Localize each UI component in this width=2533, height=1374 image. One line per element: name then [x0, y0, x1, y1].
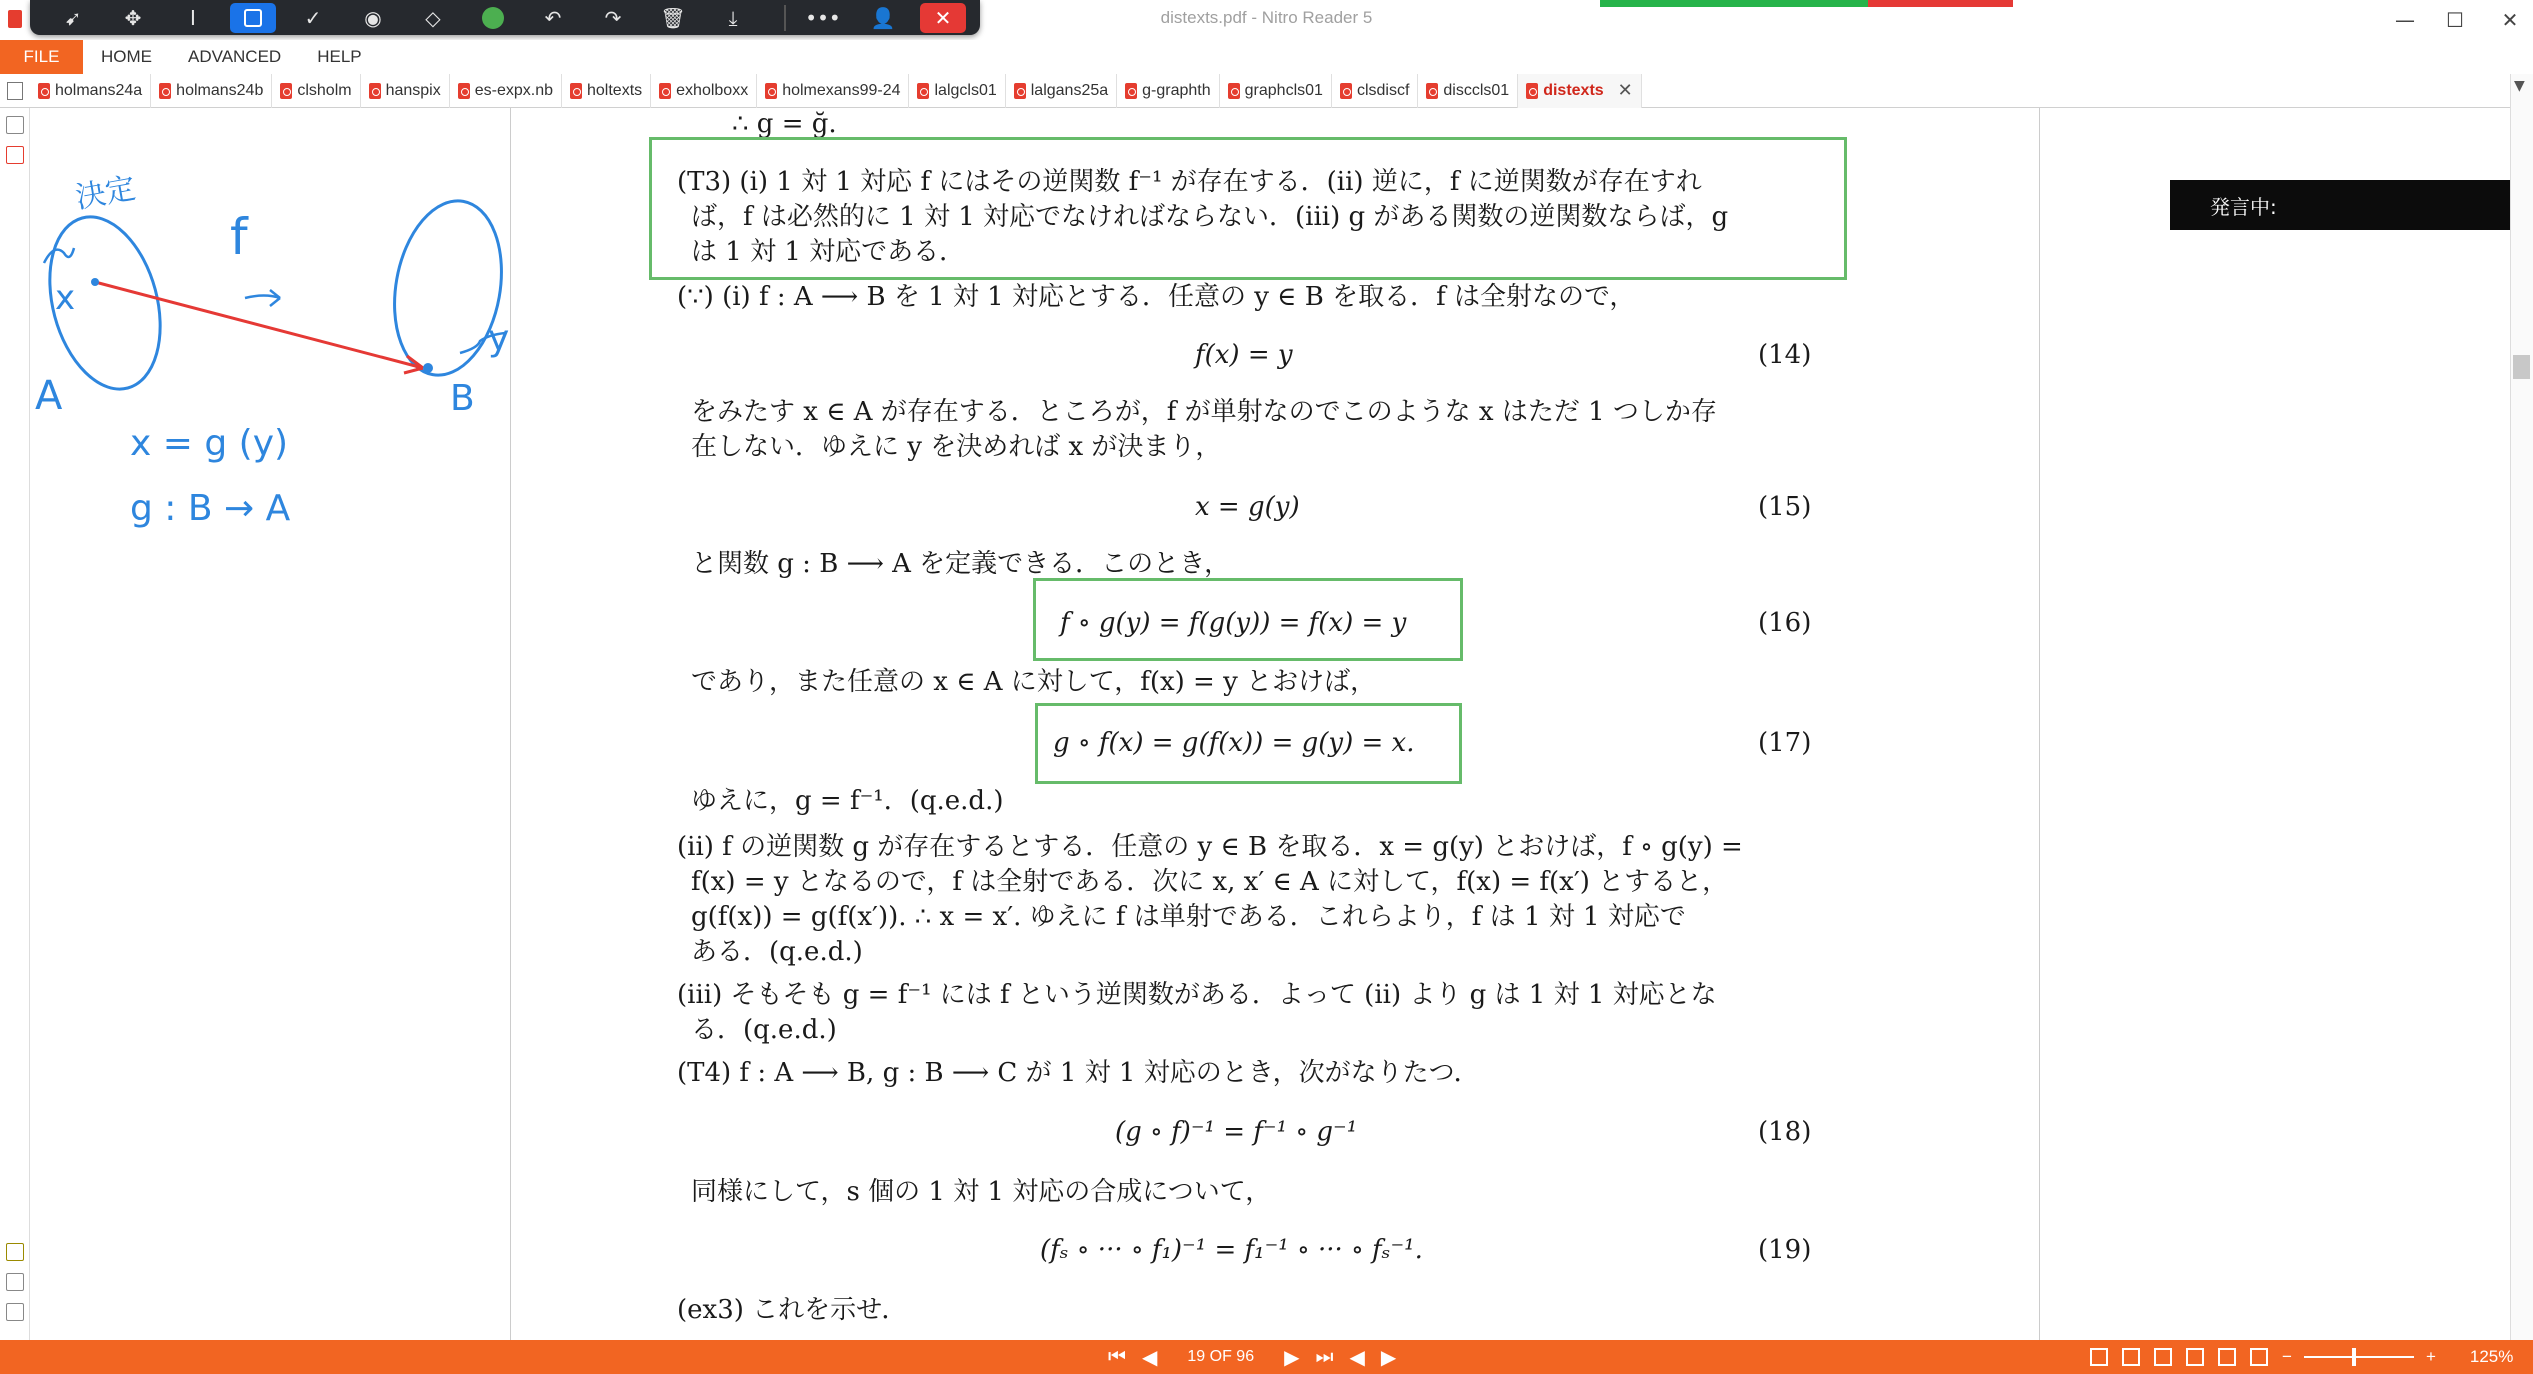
- prev-page-icon[interactable]: ◀: [1142, 1346, 1158, 1369]
- set-a-ellipse: [32, 205, 178, 402]
- doc-para5: ゆえに，g = f⁻¹．(q.e.d.): [691, 786, 1004, 816]
- ink-canvas[interactable]: [30, 108, 510, 1340]
- tab-hanspix[interactable]: [361, 74, 450, 108]
- tab-clsdiscf[interactable]: [1332, 74, 1418, 108]
- tab-es-expx-nb[interactable]: [450, 74, 562, 108]
- tab-label: holmans24a: [55, 81, 143, 99]
- doc-para3: と関数 g : B ⟶ A を定義できる．このとき，: [691, 549, 1231, 579]
- person-icon[interactable]: 👤: [870, 5, 896, 30]
- pdf-file-icon: [1426, 83, 1438, 99]
- pdf-file-icon: [1340, 83, 1352, 99]
- doc-para2-line2: 在しない．ゆえに y を決めれば x が決まり，: [691, 432, 1222, 462]
- tab-label: lalgcls01: [934, 81, 997, 99]
- tab-label: clsholm: [297, 81, 352, 99]
- last-page-icon[interactable]: ⏭: [1315, 1345, 1334, 1368]
- zoom-level[interactable]: 125%: [2469, 1347, 2514, 1366]
- home-menu[interactable]: HOME: [101, 47, 152, 66]
- tab-disccls01[interactable]: [1418, 74, 1518, 108]
- mapping-arrow: [245, 290, 280, 306]
- pdf-file-icon: [458, 83, 470, 99]
- close-icon[interactable]: ✕: [920, 3, 966, 33]
- zoom-slider-knob[interactable]: [2352, 1348, 2356, 1366]
- equation-number-15: (15): [1758, 492, 1812, 522]
- pdf-file-icon: [369, 83, 381, 99]
- screen-share-stop[interactable]: [1868, 0, 2013, 7]
- move-icon[interactable]: ✥: [124, 5, 142, 30]
- tab-distexts[interactable]: [1518, 74, 1642, 108]
- doc-proof-ii-line1: (ii) f の逆関数 g が存在するとする．任意の y ∈ B を取る．x = g(y) とおけば，f ∘ g(y) =: [677, 832, 1743, 862]
- tab-label: exholboxx: [676, 81, 749, 99]
- fit-view-icon[interactable]: [2250, 1348, 2268, 1366]
- equation-number-16: (16): [1758, 608, 1812, 638]
- back-view-icon[interactable]: ◀: [1349, 1346, 1365, 1369]
- tab-label: holmans24b: [176, 81, 264, 99]
- pdf-file-icon: [1526, 83, 1538, 99]
- tab-label: g-graphth: [1142, 81, 1211, 99]
- doc-para8: 同様にして，s 個の 1 対 1 対応の合成について，: [691, 1177, 1272, 1207]
- tab-label: lalgans25a: [1030, 81, 1109, 99]
- doc-proof-ii-line2: f(x) = y となるので，f は全射である．次に x, x′ ∈ A に対して，f(x) = f(x′) とすると，: [691, 867, 1729, 897]
- ink-label-f: f: [230, 208, 248, 266]
- tab-list-icon[interactable]: [0, 74, 30, 108]
- doc-proof-ii-line3: g(f(x)) = g(f(x′)). ∴ x = x′. ゆえに f は単射である．これらより，f は 1 対 1 対応で: [691, 902, 1686, 932]
- tabs-dropdown-icon[interactable]: ▼: [2514, 78, 2525, 94]
- tab-label: distexts: [1543, 81, 1604, 99]
- pdf-file-icon: [659, 83, 671, 99]
- delete-icon[interactable]: 🗑: [660, 5, 686, 30]
- doc-proof-i: (∵) (i) f : A ⟶ B を 1 対 1 対応とする．任意の y ∈ B を取る．f は全射なので，: [677, 282, 1636, 312]
- ink-label-b: B: [450, 378, 475, 419]
- file-menu[interactable]: FILE: [0, 40, 83, 74]
- rectangle-icon[interactable]: [230, 3, 276, 33]
- ink-label-x: x: [55, 278, 76, 318]
- facing-view-icon[interactable]: [2154, 1348, 2172, 1366]
- doc-t3-line2: ば，f は必然的に 1 対 1 対応でなければならない．(iii) g がある関数の逆関数ならば，g: [691, 202, 1729, 232]
- equation-19: (fₛ ∘ ··· ∘ f₁)⁻¹ = f₁⁻¹ ∘ ··· ∘ fₛ⁻¹.: [1040, 1235, 1423, 1265]
- window-title: distexts.pdf - Nitro Reader 5: [1160, 8, 1373, 27]
- doc-t4: (T4) f : A ⟶ B, g : B ⟶ C が 1 対 1 対応のとき，次がなりたつ．: [677, 1058, 1480, 1088]
- pdf-file-icon: [38, 83, 50, 99]
- fullscreen-view-icon[interactable]: [2218, 1348, 2236, 1366]
- tab-lalgcls01[interactable]: [909, 74, 1005, 108]
- tab-label: graphcls01: [1244, 81, 1323, 99]
- zoom-in-icon[interactable]: +: [2425, 1347, 2436, 1366]
- toolbar-separator: [784, 5, 786, 31]
- tab-holmexans99-24[interactable]: [757, 74, 909, 108]
- ink-formula-x-gy: x = g (y): [130, 423, 289, 464]
- tab-exholboxx[interactable]: [651, 74, 757, 108]
- forward-view-icon[interactable]: ▶: [1380, 1346, 1397, 1369]
- doc-proof-ii-line4: ある．(q.e.d.): [691, 937, 863, 967]
- tab-label: clsdiscf: [1356, 81, 1410, 99]
- doc-para4: であり，また任意の x ∈ A に対して，f(x) = y とおけば，: [691, 667, 1377, 697]
- tab-holtexts[interactable]: [562, 74, 651, 108]
- pdf-file-icon: [1125, 83, 1137, 99]
- tab-label: hanspix: [385, 81, 441, 99]
- text-cursor-icon[interactable]: I: [190, 5, 196, 30]
- next-page-icon[interactable]: ▶: [1284, 1346, 1300, 1369]
- tab-lalgans25a[interactable]: [1006, 74, 1117, 108]
- first-page-icon[interactable]: ⏮: [1108, 1345, 1126, 1368]
- comments-panel-icon[interactable]: [6, 1243, 24, 1261]
- equation-16: f ∘ g(y) = f(g(y)) = f(x) = y: [1060, 608, 1407, 638]
- continuous-view-icon[interactable]: [2122, 1348, 2140, 1366]
- page-navigation: [1100, 1340, 1404, 1374]
- zoom-out-icon[interactable]: −: [2282, 1347, 2292, 1366]
- doc-t3-line1: (T3) (i) 1 対 1 対応 f にはその逆関数 f⁻¹ が存在する．(ii) 逆に，f に逆関数が存在すれ: [677, 167, 1702, 197]
- page-indicator[interactable]: 19 OF 96: [1187, 1348, 1255, 1365]
- pages-panel-icon[interactable]: [6, 116, 24, 134]
- tab-graphcls01[interactable]: [1220, 74, 1332, 108]
- continuous-facing-view-icon[interactable]: [2186, 1348, 2204, 1366]
- close-tab-icon[interactable]: ✕: [1617, 80, 1633, 100]
- check-icon[interactable]: ✓: [304, 5, 322, 30]
- download-icon[interactable]: ⤓: [728, 5, 738, 30]
- minimize-button[interactable]: —: [2395, 8, 2415, 32]
- tab-g-graphth[interactable]: [1117, 74, 1220, 108]
- maximize-button[interactable]: ☐: [2446, 8, 2464, 32]
- equation-number-19: (19): [1758, 1235, 1812, 1265]
- attachments-panel-icon[interactable]: [6, 1273, 24, 1291]
- zoom-slider[interactable]: [2304, 1356, 2414, 1358]
- ink-label-kettei: 決定: [73, 171, 139, 216]
- ink-formula-g-b-a: g : B → A: [130, 488, 291, 529]
- equation-18: (g ∘ f)⁻¹ = f⁻¹ ∘ g⁻¹: [1115, 1117, 1358, 1147]
- pdf-file-icon: [570, 83, 582, 99]
- eraser-icon[interactable]: ◇: [425, 5, 441, 30]
- bookmarks-panel-icon[interactable]: [6, 146, 24, 164]
- advanced-menu[interactable]: ADVANCED: [188, 47, 282, 66]
- view-controls: [2090, 1340, 2513, 1374]
- app-logo-icon: [8, 10, 22, 28]
- ribbon-menu: [0, 40, 2533, 74]
- tab-holmans24b[interactable]: [151, 74, 272, 108]
- pointer-icon[interactable]: ➹: [64, 5, 82, 30]
- document-tabs: [0, 74, 2533, 108]
- doc-proof-iii-line1: (iii) そもそも g = f⁻¹ には f という逆関数がある．よって (ii) より g は 1 対 1 対応とな: [677, 980, 1717, 1010]
- color-dot-icon[interactable]: [470, 3, 516, 33]
- doc-t3-line3: は 1 対 1 対応である．: [691, 237, 966, 267]
- single-page-view-icon[interactable]: [2090, 1348, 2108, 1366]
- tab-label: holtexts: [587, 81, 643, 99]
- vertical-scrollbar[interactable]: [2510, 74, 2533, 1340]
- pdf-file-icon: [765, 83, 777, 99]
- tab-holmans24a[interactable]: [30, 74, 151, 108]
- stamp-icon[interactable]: ◉: [364, 5, 382, 30]
- doc-proof-iii-line2: る．(q.e.d.): [691, 1015, 837, 1045]
- doc-para2-line1: をみたす x ∈ A が存在する．ところが，f が単射なのでこのような x はただ 1 つしか存: [691, 397, 1717, 427]
- pdf-file-icon: [159, 83, 171, 99]
- equation-15: x = g(y): [1195, 492, 1300, 522]
- undo-icon[interactable]: ↶: [544, 5, 562, 30]
- pdf-file-icon: [1014, 83, 1026, 99]
- equation-number-18: (18): [1758, 1117, 1812, 1147]
- ink-label-y: y: [488, 318, 510, 359]
- redo-icon[interactable]: ↷: [604, 5, 622, 30]
- close-window-button[interactable]: ✕: [2501, 8, 2519, 32]
- tab-label: holmexans99-24: [782, 81, 901, 99]
- pdf-file-icon: [280, 83, 292, 99]
- help-menu[interactable]: HELP: [317, 47, 362, 66]
- equation-number-14: (14): [1758, 340, 1812, 370]
- ink-label-a: A: [35, 373, 63, 419]
- more-icon[interactable]: •••: [805, 5, 841, 30]
- pdf-file-icon: [1228, 83, 1240, 99]
- equation-17: g ∘ f(x) = g(f(x)) = g(y) = x.: [1053, 728, 1415, 758]
- layers-panel-icon[interactable]: [6, 1303, 24, 1321]
- tab-clsholm[interactable]: [272, 74, 360, 108]
- ink-drawing: [30, 108, 510, 1340]
- right-pane: [2040, 108, 2510, 1340]
- tab-label: disccls01: [1443, 81, 1510, 99]
- doc-ex3: (ex3) これを示せ．: [677, 1295, 908, 1325]
- equation-14: f(x) = y: [1195, 340, 1293, 370]
- speaking-indicator: 発言中:: [2170, 180, 2512, 230]
- doc-line-therefore: ∴ g = ğ.: [732, 109, 837, 139]
- left-rail: [0, 108, 30, 1340]
- scrollbar-thumb[interactable]: [2513, 355, 2530, 379]
- drawing-toolbar: [30, 0, 980, 35]
- tab-label: es-expx.nb: [474, 81, 553, 99]
- equation-number-17: (17): [1758, 728, 1812, 758]
- pdf-file-icon: [917, 83, 929, 99]
